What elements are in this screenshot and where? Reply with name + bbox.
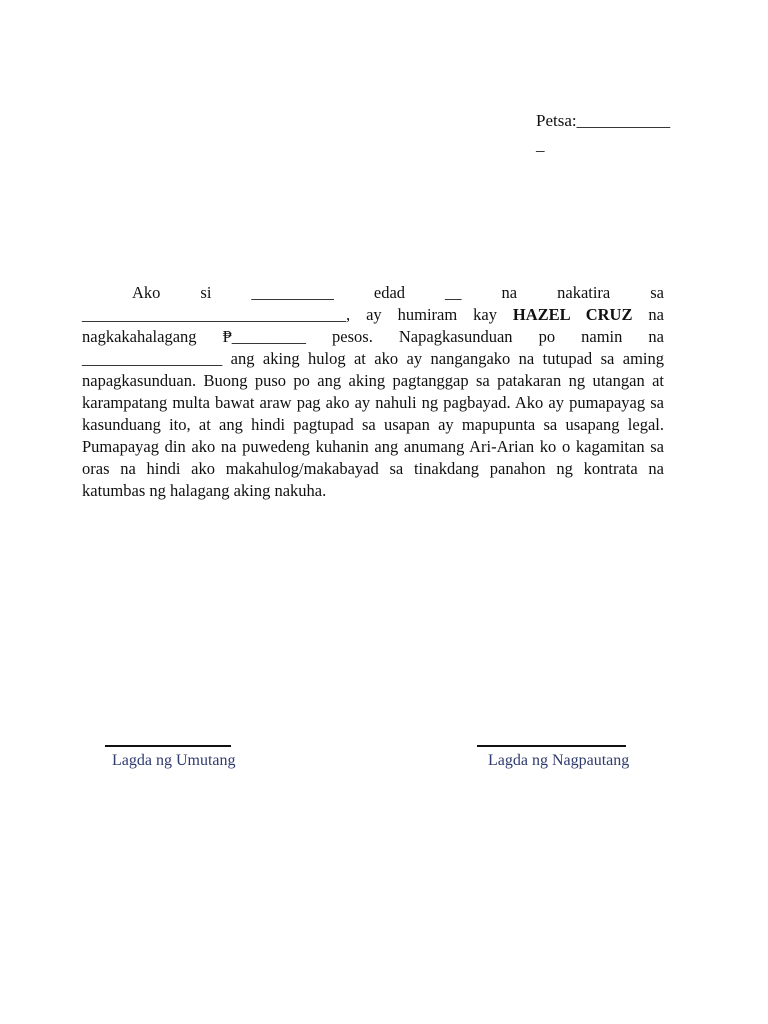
date-field-label: Petsa:___________ _: [536, 111, 671, 154]
lender-name: HAZEL CRUZ: [512, 305, 633, 324]
lender-signature-label: Lagda ng Nagpautang: [488, 752, 630, 769]
agreement-paragraph: [82, 282, 664, 502]
agreement-text-part2: na nagkakahalagang ₱_________ pesos. Napagkasunduan po namin na _________________ ang aking hulog at ako ay nangangako na tutupad sa aming napagkasunduan. Buong puso po ang aking pagtanggap sa patakaran ng utangan at karampatang multa bawat araw pag ako ay nahuli ng pagbayad. Ako ay pumapayag sa kasunduang ito, at ang hindi pagtupad sa usapan ay mapupunta sa usapang legal. Pumapayag din ako na puwedeng kuhanin ang anumang Ari-Arian ko o kagamitan sa oras na hindi ako makahulog/makabayad sa tinakdang panahon ng kontrata na katumbas ng halagang aking nakuha.: [82, 305, 664, 500]
borrower-signature-label: Lagda ng Umutang: [112, 752, 236, 769]
borrower-signature-line: [105, 745, 231, 747]
lender-signature-line: [477, 745, 626, 747]
agreement-text-part1: Ako si __________ edad __ na nakatira sa ________________________________, ay humiram kay: [82, 283, 664, 324]
